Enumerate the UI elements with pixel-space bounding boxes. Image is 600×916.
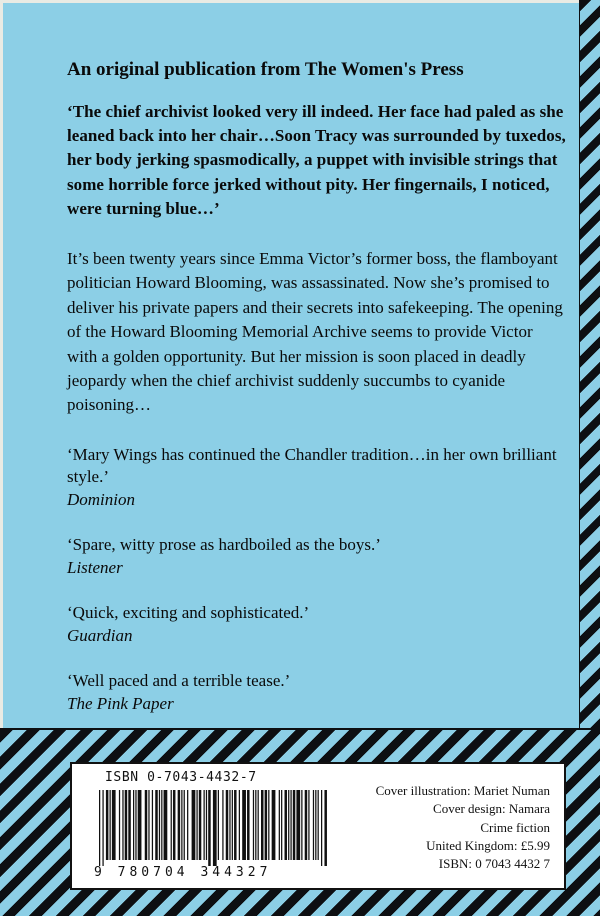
barcode-bar bbox=[128, 790, 131, 860]
barcode-bar bbox=[218, 790, 219, 860]
review-quotes bbox=[67, 444, 567, 716]
barcode-bar bbox=[293, 790, 296, 860]
barcode-digits: 9 780704 344327 bbox=[94, 865, 272, 880]
barcode-bar bbox=[255, 790, 256, 860]
barcode-bar bbox=[173, 790, 176, 860]
barcode-bar bbox=[184, 790, 185, 860]
quote-text: ‘Well paced and a terrible tease.’ bbox=[67, 671, 291, 691]
quote-source: The Pink Paper bbox=[67, 693, 174, 713]
barcode-bar bbox=[213, 790, 217, 866]
barcode-bar bbox=[99, 790, 100, 866]
barcode-bar bbox=[133, 790, 134, 860]
barcode-bar bbox=[290, 790, 291, 860]
barcode-bar bbox=[226, 790, 229, 860]
barcode-bar bbox=[258, 790, 259, 860]
barcode-bar bbox=[321, 790, 322, 866]
book-excerpt: ‘The chief archivist looked very ill indeed. Her face had paled as she leaned back into her chair…Soon Tracy was surrounded by tuxedos, her body jerking spasmodically, a puppet with invisible strings that some horrible force jerked without pity. Her fingernails, I noticed, were turning blue…’ bbox=[67, 102, 566, 218]
barcode-bar bbox=[318, 790, 319, 860]
barcode-bar bbox=[178, 790, 181, 860]
review-quote bbox=[67, 670, 567, 715]
barcode-bar bbox=[308, 790, 309, 860]
barcode-bar bbox=[110, 790, 111, 860]
quote-text: ‘Spare, witty prose as hardboiled as the boys.’ bbox=[67, 535, 381, 555]
barcode-bar bbox=[204, 790, 205, 860]
credit-line: Crime fiction bbox=[480, 819, 550, 835]
barcode-bar bbox=[159, 790, 160, 860]
barcode-bar bbox=[164, 790, 168, 860]
barcode-bar bbox=[324, 790, 327, 866]
barcode-bar bbox=[285, 790, 288, 860]
barcode-bar bbox=[152, 790, 153, 860]
book-blurb: It’s been twenty years since Emma Victor’s former boss, the flamboyant politician Howard Blooming, was assassinated. Now she’s promised to deliver his private papers and their secrets into safekeeping. The opening of the Howard Blooming Memorial Archive seems to provide Victor with a golden opportunity. But her mission is soon placed in deadly jeopardy when the chief archivist suddenly succumbs to cyanide poisoning… bbox=[67, 249, 563, 415]
barcode-bar bbox=[296, 790, 300, 860]
barcode-bar bbox=[206, 790, 207, 860]
barcode-bar bbox=[313, 790, 314, 860]
isbn-label: ISBN 0-7043-4432-7 bbox=[105, 770, 257, 785]
barcode-bar bbox=[288, 790, 289, 860]
barcode-bar bbox=[135, 790, 136, 860]
barcode-bar bbox=[122, 790, 123, 860]
review-quote bbox=[67, 534, 567, 579]
barcode-bar bbox=[239, 790, 240, 860]
review-quote bbox=[67, 602, 567, 647]
barcode-bar bbox=[119, 790, 120, 860]
barcode-bar bbox=[247, 790, 250, 860]
barcode-bar bbox=[261, 790, 264, 860]
barcode-bar bbox=[112, 790, 116, 860]
barcode-bar bbox=[161, 790, 162, 860]
barcode-bar bbox=[253, 790, 254, 860]
barcode-bar bbox=[242, 790, 246, 860]
barcode-bar bbox=[281, 790, 282, 860]
credit-line: Cover illustration: Mariet Numan bbox=[375, 783, 550, 798]
barcode-bar bbox=[106, 790, 109, 860]
barcode-bar bbox=[232, 790, 233, 860]
quote-text: ‘Mary Wings has continued the Chandler tradition…in her own brilliant style.’ bbox=[67, 444, 557, 487]
barcode-bar bbox=[199, 790, 202, 860]
barcode-bar bbox=[265, 790, 268, 860]
barcode-bar bbox=[268, 790, 269, 860]
barcode-bar bbox=[138, 790, 142, 860]
barcode-bar bbox=[196, 790, 197, 860]
quote-source: Dominion bbox=[67, 489, 135, 509]
isbn-info-box bbox=[70, 762, 566, 890]
quote-text: ‘Quick, exciting and sophisticated.’ bbox=[67, 603, 310, 623]
credit-line: Cover design: Namara bbox=[433, 801, 550, 817]
barcode-bar bbox=[208, 790, 211, 866]
credit-line: ISBN: 0 7043 4432 7 bbox=[438, 856, 550, 872]
credit-line: United Kingdom: £5.99 bbox=[426, 837, 550, 853]
barcode-bar bbox=[305, 790, 308, 860]
barcode-bar bbox=[192, 790, 196, 860]
barcode-bar bbox=[234, 790, 237, 860]
publisher-headline: An original publication from The Women's Press bbox=[67, 59, 464, 80]
barcode-bar bbox=[155, 790, 158, 860]
barcode-icon bbox=[97, 790, 327, 866]
barcode-bar bbox=[171, 790, 172, 860]
cover-text bbox=[67, 58, 567, 738]
barcode-bar bbox=[301, 790, 302, 860]
barcode-bar bbox=[187, 790, 188, 860]
barcode-bar bbox=[125, 790, 128, 860]
barcode-bar bbox=[272, 790, 276, 860]
review-quote bbox=[67, 444, 567, 512]
barcode-bar bbox=[148, 790, 149, 860]
barcode-bar bbox=[222, 790, 223, 860]
barcode-bar bbox=[229, 790, 230, 860]
barcode-bar bbox=[315, 790, 316, 860]
quote-source: Guardian bbox=[67, 625, 133, 645]
barcode-bar bbox=[279, 790, 280, 860]
barcode-bar bbox=[145, 790, 148, 860]
cover-credits bbox=[376, 782, 550, 873]
barcode-bar bbox=[102, 790, 103, 866]
quote-source: Listener bbox=[67, 557, 123, 577]
barcode-bar bbox=[181, 790, 182, 860]
